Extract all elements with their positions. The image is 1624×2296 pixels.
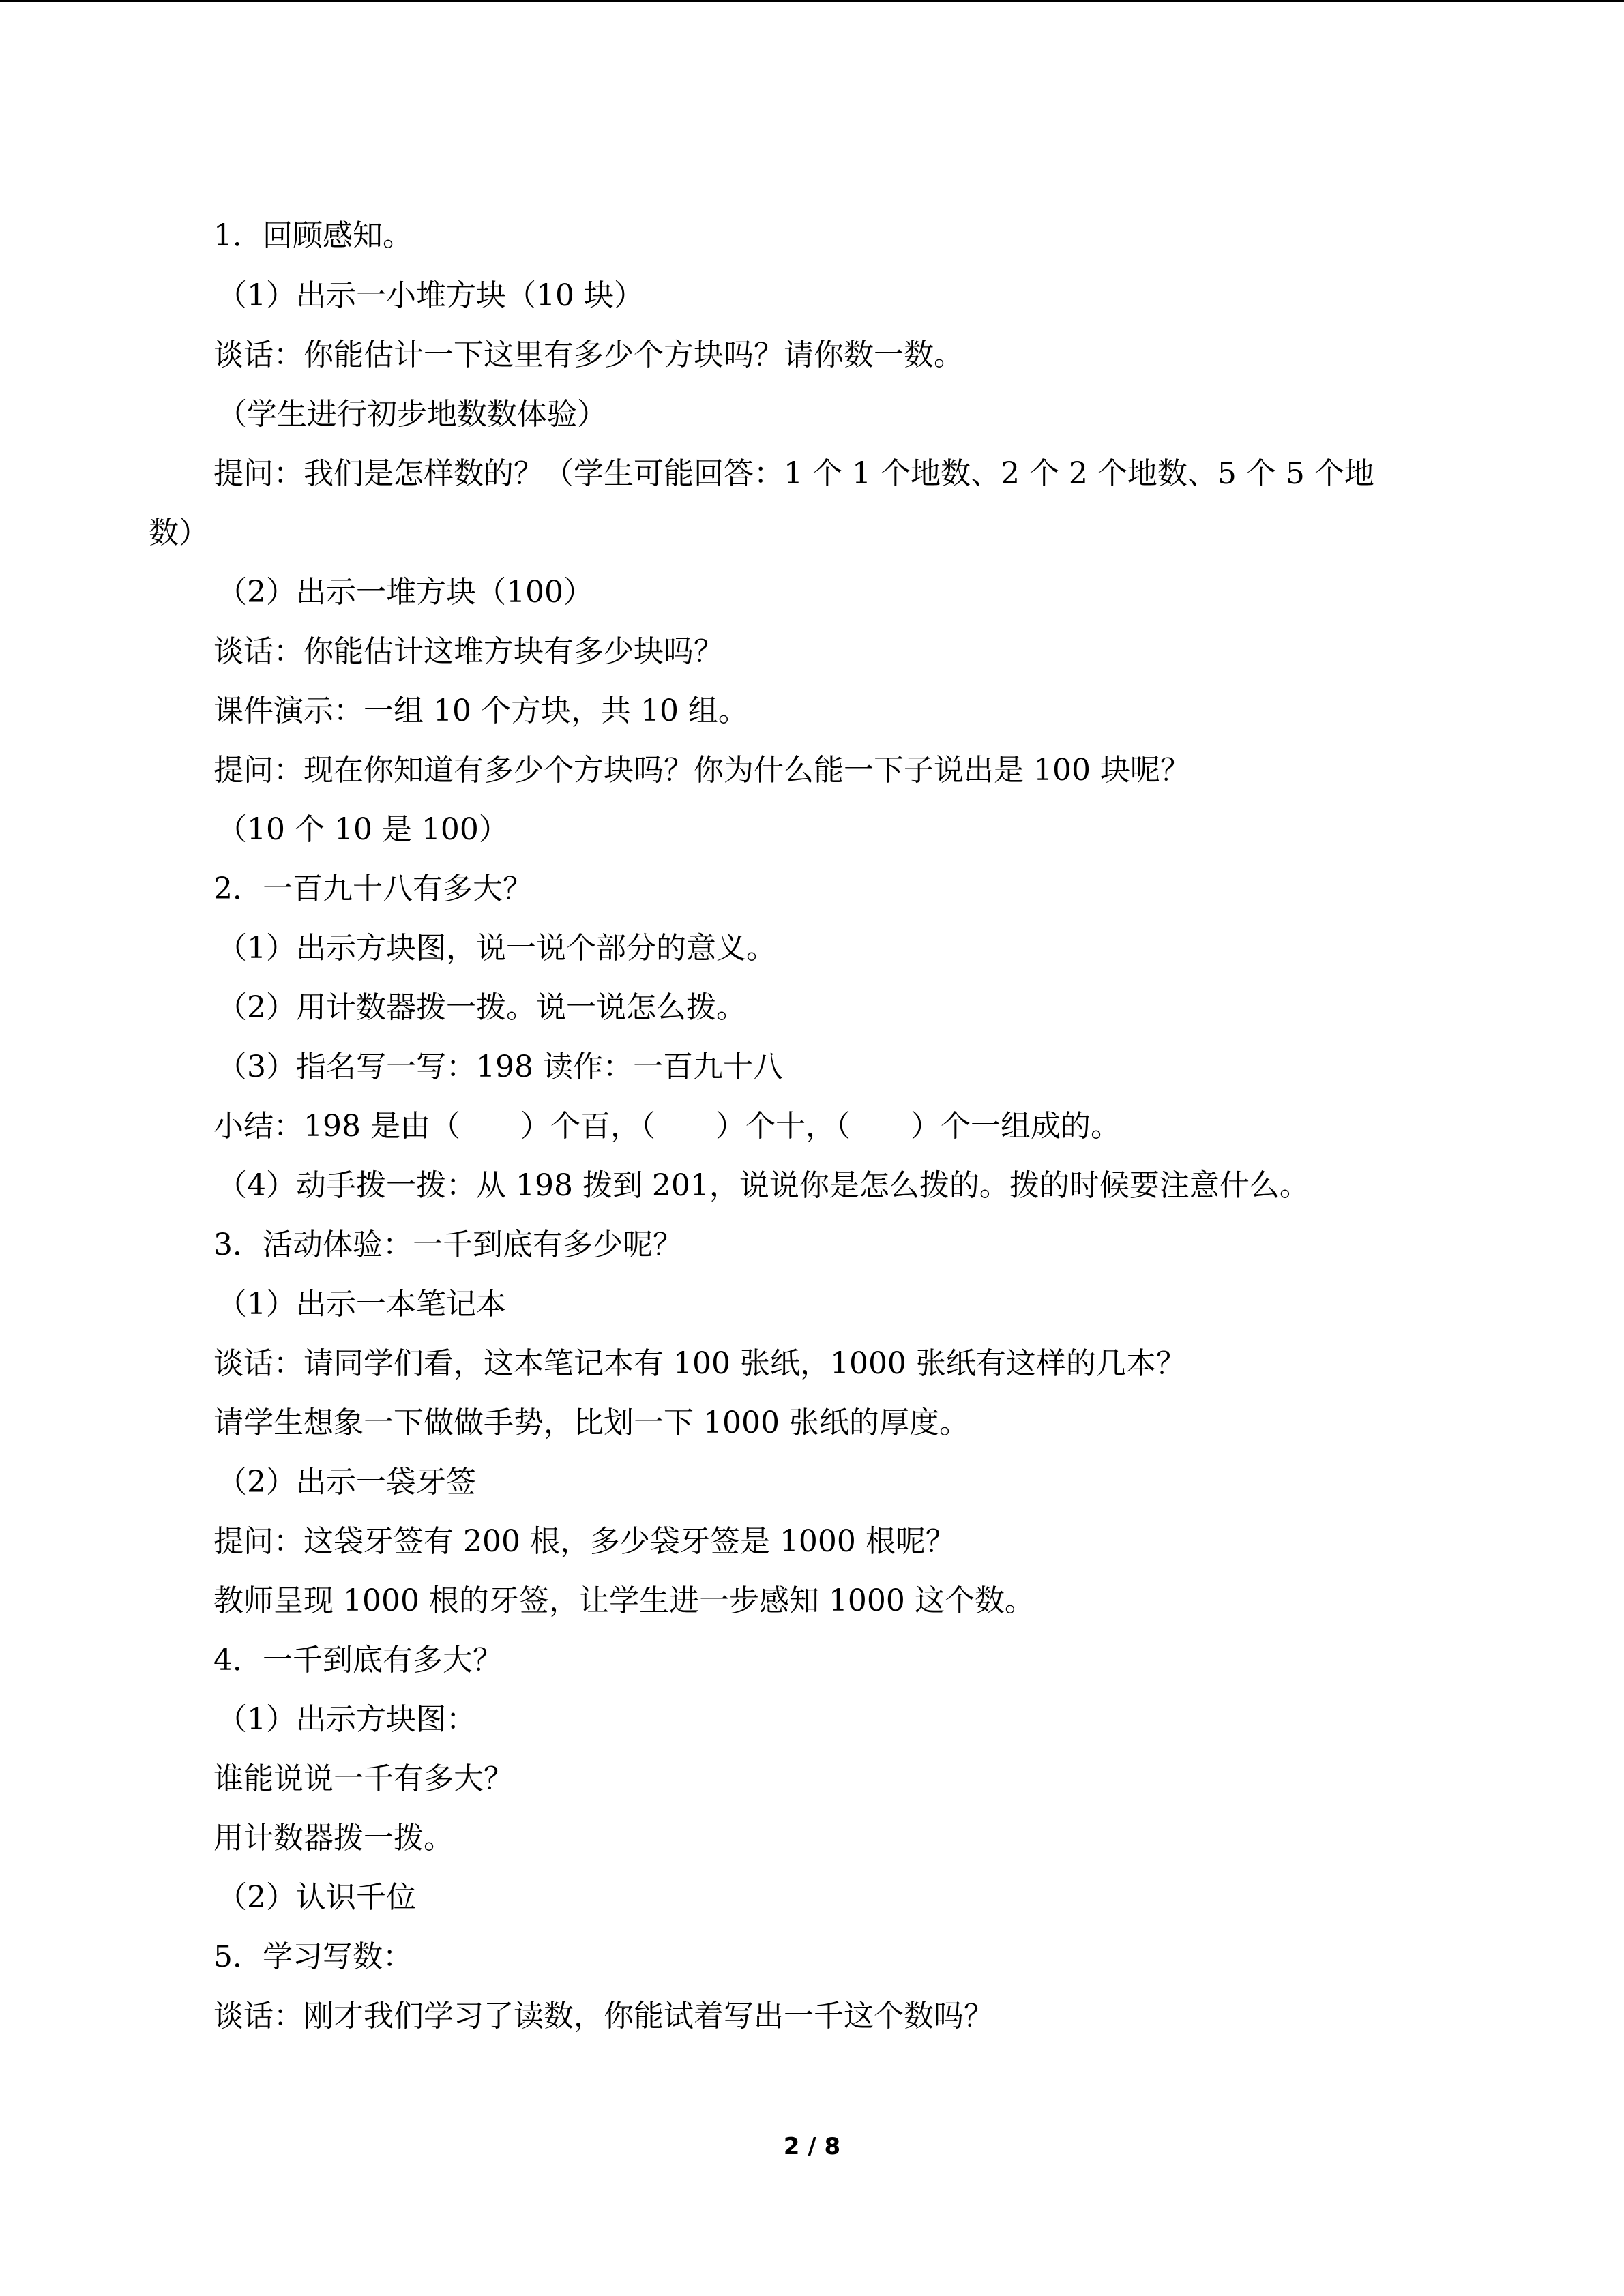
paragraph: （学生进行初步地数数体验） (217, 397, 607, 432)
heading-1: 1．回顾感知。 (213, 218, 413, 253)
paragraph: 谁能说说一千有多大？ (213, 1761, 514, 1796)
paragraph: （1）出示方块图，说一说个部分的意义。 (217, 931, 776, 966)
paragraph: （1）出示一本笔记本 (217, 1287, 506, 1322)
paragraph-continuation: 数） (149, 516, 209, 550)
paragraph: 小结：198 是由（ ）个百，（ ）个十，（ ）个一组成的。 (213, 1109, 1121, 1144)
paragraph: 提问：这袋牙签有 200 根，多少袋牙签是 1000 根呢？ (213, 1524, 956, 1559)
paragraph: （2）出示一堆方块（100） (217, 575, 593, 610)
heading-2: 2．一百九十八有多大？ (213, 871, 533, 906)
paragraph: （2）认识千位 (217, 1880, 416, 1915)
paragraph: 谈话：刚才我们学习了读数，你能试着写出一千这个数吗？ (213, 1999, 994, 2033)
heading-5: 5．学习写数： (213, 1939, 413, 1974)
paragraph: 谈话：请同学们看，这本笔记本有 100 张纸，1000 张纸有这样的几本？ (213, 1346, 1186, 1381)
paragraph: 提问：我们是怎样数的？（学生可能回答：1 个 1 个地数、2 个 2 个地数、5 个 5 个地 (213, 456, 1374, 491)
paragraph: 谈话：你能估计这堆方块有多少块吗？ (213, 634, 724, 669)
paragraph: （10 个 10 是 100） (217, 812, 509, 847)
paragraph: 谈话：你能估计一下这里有多少个方块吗？请你数一数。 (213, 338, 964, 372)
paragraph: （4）动手拨一拨：从 198 拨到 201，说说你是怎么拨的。拨的时候要注意什么。 (217, 1168, 1310, 1203)
paragraph: 课件演示：一组 10 个方块，共 10 组。 (213, 694, 748, 728)
paragraph: （1）出示一小堆方块（10 块） (217, 278, 644, 313)
paragraph: 提问：现在你知道有多少个方块吗？你为什么能一下子说出是 100 块呢？ (213, 753, 1190, 788)
paragraph: （3）指名写一写：198 读作：一百九十八 (217, 1049, 783, 1084)
paragraph: （1）出示方块图： (217, 1702, 476, 1737)
paragraph: 教师呈现 1000 根的牙签，让学生进一步感知 1000 这个数。 (213, 1583, 1035, 1618)
page-number: 2 / 8 (783, 2133, 841, 2160)
paragraph: 用计数器拨一拨。 (213, 1821, 454, 1855)
paragraph: 请学生想象一下做做手势，比划一下 1000 张纸的厚度。 (213, 1405, 969, 1440)
heading-4: 4．一千到底有多大？ (213, 1643, 503, 1678)
paragraph: （2）出示一袋牙签 (217, 1465, 476, 1500)
paragraph: （2）用计数器拨一拨。说一说怎么拨。 (217, 990, 746, 1025)
top-border-rule (0, 0, 1624, 2)
heading-3: 3．活动体验：一千到底有多少呢？ (213, 1227, 683, 1262)
